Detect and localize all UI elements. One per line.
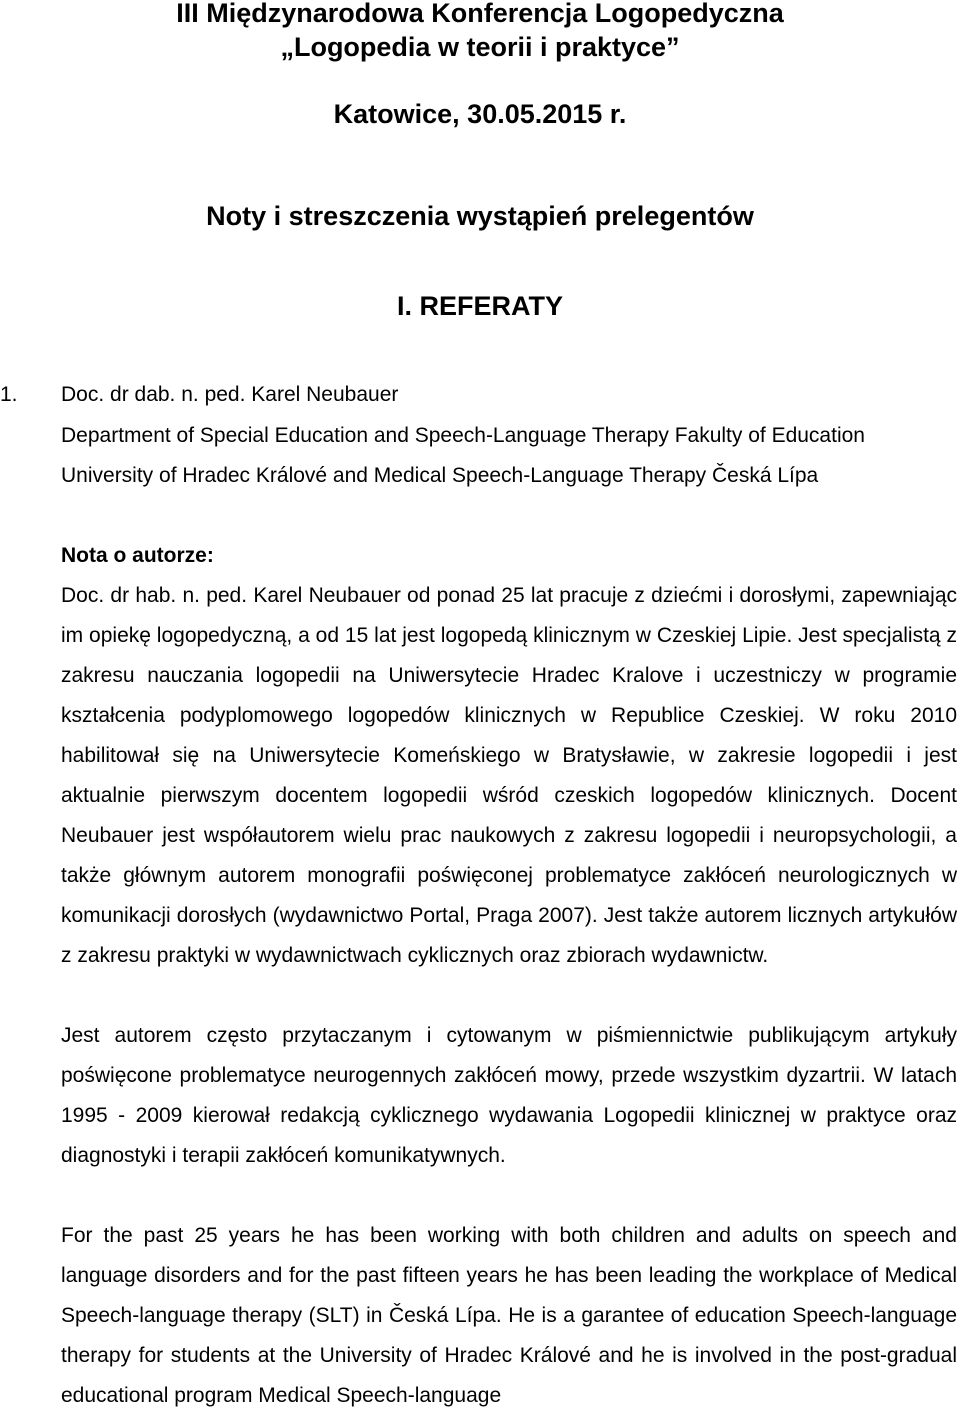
bio-polish-paragraph-2: Jest autorem często przytaczanym i cytowanym w piśmiennictwie publikującym artykuły poświęcone problematyce neurogennych zakłóceń mowy, przede wszystkim dyzartrii. W latach 1995 - 2009 kierował redakcją cyklicznego wydawania Logopedii klinicznej w praktyce oraz diagnostyki i terapii zakłóceń komunikatywnych. bbox=[61, 1024, 957, 1167]
speaker-affiliation-line-1: Department of Special Education and Speech-Language Therapy Fakulty of Education bbox=[61, 424, 865, 447]
bio-heading: Nota o autorze: bbox=[61, 544, 214, 567]
section-heading: I. REFERATY bbox=[396, 291, 563, 321]
conference-subtitle: „Logopedia w teorii i praktyce” bbox=[280, 32, 680, 62]
conference-date: Katowice, 30.05.2015 r. bbox=[333, 99, 627, 129]
bio-polish-paragraph-1: Doc. dr hab. n. ped. Karel Neubauer od ponad 25 lat pracuje z dziećmi i dorosłymi, zapewniając im opiekę logopedyczną, a od 15 lat jest logopedą klinicznym w Czeskiej Lipie. Jest specjalistą z zakresu nauczania logopedii na Uniwersytecie Hradec Kralove i uczestniczy w programie kształcenia podyplomowego logopedów klinicznych w Republice Czeskiej. W roku 2010 habilitował się na Uniwersytecie Komeńskiego w Bratysławie, w zakresie logopedii i jest aktualnie pierwszym docentem logopedii wśród czeskich logopedów klinicznych. Docent Neubauer jest współautorem wielu prac naukowych z zakresu logopedii i neuropsychologii, a także głównym autorem monografii poświęconej problematyce zakłóceń neurologicznych w komunikacji dorosłych (wydawnictwo Portal, Praga 2007). Jest także autorem licznych artykułów z zakresu praktyki w wydawnictwach cyklicznych oraz zbiorach wydawnictw. bbox=[61, 584, 957, 967]
conference-title: III Międzynarodowa Konferencja Logopedyczna bbox=[176, 0, 784, 28]
abstracts-heading: Noty i streszczenia wystąpień prelegentów bbox=[206, 201, 754, 231]
speaker-affiliation-line-2: University of Hradec Králové and Medical Speech-Language Therapy Česká Lípa bbox=[61, 464, 819, 487]
speaker-name: Doc. dr dab. n. ped. Karel Neubauer bbox=[61, 383, 399, 406]
bio-english-paragraph: For the past 25 years he has been working with both children and adults on speech and language disorders and for the past fifteen years he has been leading the workplace of Medical Speech-language therapy (SLT) in Česká Lípa. He is a garantee of education Speech-language therapy for students at the University of Hradec Králové and he is involved in the post-gradual educational program Medical Speech-language bbox=[61, 1224, 957, 1407]
speaker-number: 1. bbox=[0, 383, 18, 406]
